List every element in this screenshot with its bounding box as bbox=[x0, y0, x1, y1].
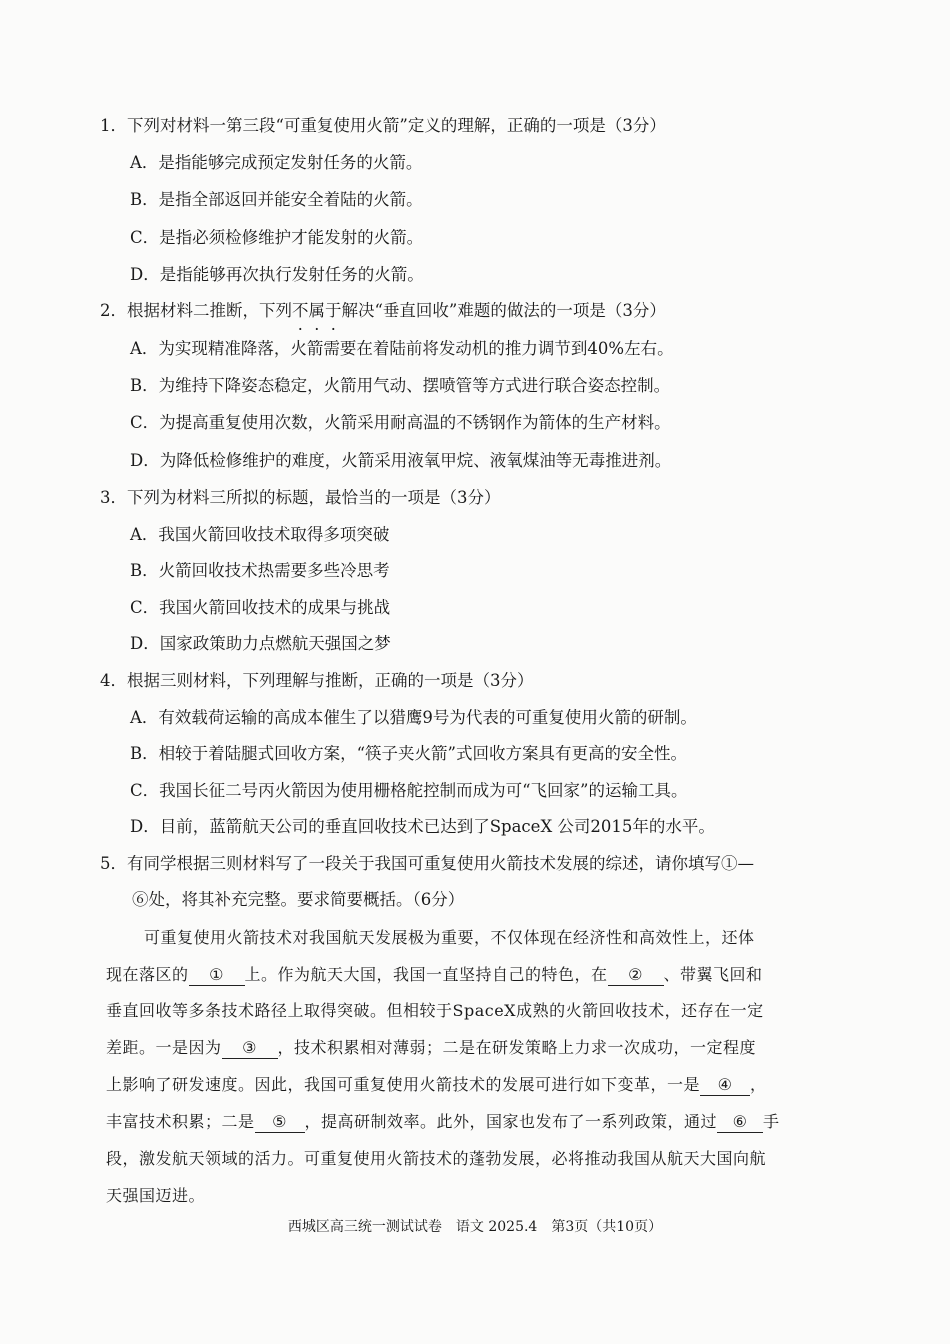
blank-5[interactable]: ⑤ bbox=[255, 1112, 305, 1133]
question-3-option-a: A．我国火箭回收技术取得多项突破 bbox=[130, 525, 390, 544]
passage-line-2: 现在落区的 ① 上。作为航天大国，我国一直坚持自己的特色，在 ② 、带翼飞回和 bbox=[106, 965, 763, 984]
question-1-option-d: D．是指能够再次执行发射任务的火箭。 bbox=[130, 265, 424, 284]
question-5-stem-line2: ⑥处，将其补充完整。要求简要概括。（6分） bbox=[132, 890, 465, 909]
question-2-stem-pre: 2．根据材料二推断，下列 bbox=[100, 301, 292, 320]
question-3-option-c: C．我国火箭回收技术的成果与挑战 bbox=[130, 598, 391, 617]
question-4-option-c: C．我国长征二号丙火箭因为使用栅格舵控制而成为可“飞回家”的运输工具。 bbox=[130, 781, 688, 800]
page-footer: 西城区高三统一测试试卷 语文 2025.4 第3页（共10页） bbox=[287, 1219, 663, 1235]
question-1-stem: 1．下列对材料一第三段“可重复使用火箭”定义的理解，正确的一项是（3分） bbox=[100, 116, 666, 135]
passage-line-8: 天强国迈进。 bbox=[106, 1186, 206, 1205]
question-1-option-b: B．是指全部返回并能安全着陆的火箭。 bbox=[130, 190, 423, 209]
question-1-option-a: A．是指能够完成预定发射任务的火箭。 bbox=[130, 153, 423, 172]
blank-1[interactable]: ① bbox=[189, 965, 245, 986]
passage-line-7: 段，激发航天领域的活力。可重复使用火箭技术的蓬勃发展，必将推动我国从航天大国向航 bbox=[106, 1149, 767, 1168]
question-3-option-b: B．火箭回收技术热需要多些冷思考 bbox=[130, 561, 390, 580]
question-2-option-b: B．为维持下降姿态稳定，火箭用气动、摆喷管等方式进行联合姿态控制。 bbox=[130, 376, 671, 395]
question-4-option-d: D．目前，蓝箭航天公司的垂直回收技术已达到了SpaceX 公司2015年的水平。 bbox=[130, 817, 715, 836]
question-2-stem bbox=[100, 299, 666, 323]
emphasis-char: 于 bbox=[325, 301, 342, 320]
blank-3[interactable]: ③ bbox=[222, 1038, 278, 1059]
blank-6[interactable]: ⑥ bbox=[717, 1112, 763, 1133]
emphasis-char: 属 bbox=[308, 301, 325, 320]
question-2-option-a: A．为实现精准降落，火箭需要在着陆前将发动机的推力调节到40%左右。 bbox=[130, 339, 674, 358]
question-2-option-c: C．为提高重复使用次数，火箭采用耐高温的不锈钢作为箭体的生产材料。 bbox=[130, 413, 671, 432]
question-1-option-c: C．是指必须检修维护才能发射的火箭。 bbox=[130, 228, 424, 247]
question-4-option-b: B．相较于着陆腿式回收方案，“筷子夹火箭”式回收方案具有更高的安全性。 bbox=[130, 744, 687, 763]
blank-4[interactable]: ④ bbox=[700, 1075, 750, 1096]
question-4-option-a: A．有效载荷运输的高成本催生了以猎鹰9号为代表的可重复使用火箭的研制。 bbox=[130, 708, 697, 727]
question-3-option-d: D．国家政策助力点燃航天强国之梦 bbox=[130, 634, 391, 653]
question-2-stem-post: 解决“垂直回收”难题的做法的一项是（3分） bbox=[341, 301, 666, 320]
emphasis-char: 不 bbox=[292, 301, 309, 320]
question-2-option-d: D．为降低检修维护的难度，火箭采用液氧甲烷、液氧煤油等无毒推进剂。 bbox=[130, 451, 672, 470]
passage-line-3: 垂直回收等多条技术路径上取得突破。但相较于SpaceX成熟的火箭回收技术，还存在一定 bbox=[106, 1001, 764, 1020]
passage-line-5: 上影响了研发速度。因此，我国可重复使用火箭技术的发展可进行如下变革，一是 ④ ， bbox=[106, 1075, 767, 1094]
passage-line-4: 差距。一是因为 ③ ，技术积累相对薄弱；二是在研发策略上力求一次成功，一定程度 bbox=[106, 1038, 757, 1057]
question-4-stem: 4．根据三则材料，下列理解与推断，正确的一项是（3分） bbox=[100, 671, 534, 690]
question-3-stem: 3．下列为材料三所拟的标题，最恰当的一项是（3分） bbox=[100, 488, 501, 507]
question-5-stem-line1: 5．有同学根据三则材料写了一段关于我国可重复使用火箭技术发展的综述，请你填写①— bbox=[100, 854, 754, 873]
passage-line-6: 丰富技术积累；二是 ⑤ ，提高研制效率。此外，国家也发布了一系列政策，通过 ⑥ 手 bbox=[106, 1112, 780, 1131]
blank-2[interactable]: ② bbox=[608, 965, 664, 986]
passage-line-1: 可重复使用火箭技术对我国航天发展极为重要，不仅体现在经济性和高效性上，还体 bbox=[144, 928, 755, 947]
